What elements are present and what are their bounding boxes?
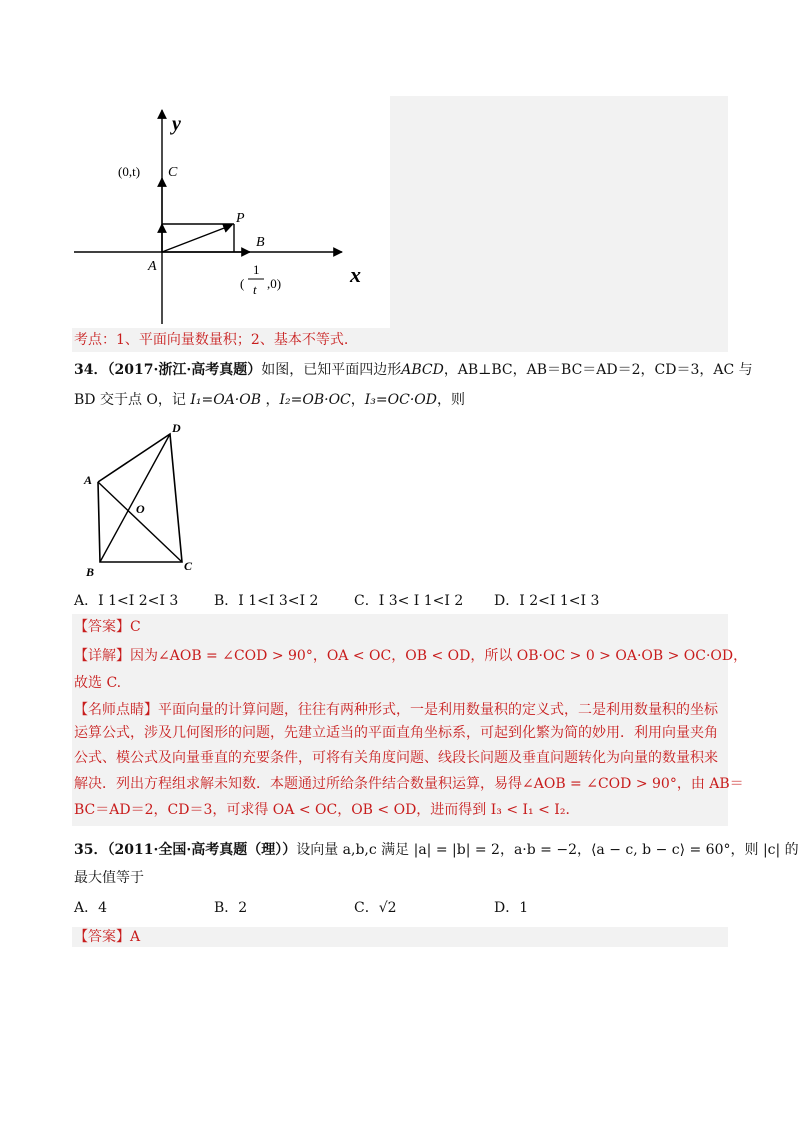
label-a: A (148, 259, 157, 274)
q34-tip-line-5: BC＝AD＝2，CD＝3，可求得 OA < OC，OB < OD，进而得到 I₃ < I₁ < I₂． (74, 802, 580, 818)
label-x: x (350, 262, 361, 287)
label-b: B (256, 235, 265, 250)
q35-option-d[interactable]: D．1 (494, 900, 529, 916)
q35-line-1 (74, 840, 799, 860)
q34-number: 34． (74, 362, 108, 378)
label-c: C (168, 165, 178, 180)
label-y: y (172, 113, 181, 135)
kaodian-line: 考点：1、平面向量数量积；2、基本不等式. (74, 332, 349, 348)
q34-line-1 (74, 360, 753, 380)
q34-source: （2017·浙江·高考真题） (107, 362, 262, 378)
q35-answer: 【答案】A (74, 929, 141, 945)
q34-detail-text: 因为∠AOB = ∠COD > 90°，OA < OC，OB < OD，所以 OB·OC > 0 > OA·OB > OC·OD， (130, 648, 748, 664)
q34-tip-line-4: 解决．列出方程组求解未知数．本题通过所给条件结合数量积运算，易得∠AOB = ∠COD > 90°，由 AB＝ (74, 776, 744, 792)
q34-tip-label: 【名师点睛】 (74, 702, 158, 718)
label-p: P (236, 211, 245, 226)
label-d: D (172, 421, 181, 435)
q35-line-2: 最大值等于 (74, 870, 144, 886)
q34-detail-end: 故选 C. (74, 675, 122, 691)
diagonal-bd (100, 434, 170, 562)
q34-detail (74, 646, 747, 666)
q35-options (74, 898, 634, 918)
q35-source: （2011·全国·高考真题（理）） (107, 842, 297, 858)
q34-abcd: ABCD (401, 362, 444, 378)
q35-option-a[interactable]: A．4 (74, 900, 108, 916)
q35-text: 设向量 a,b,c 满足 |a| = |b| = 2，a·b = −2，⟨a − c, b − c⟩ = 60°，则 |c| 的 (296, 842, 799, 858)
q34-option-b[interactable]: B．I 1<I 3<I 2 (214, 593, 319, 609)
q34-tip-text-1: 平面向量的计算问题，往往有两种形式，一是利用数量积的定义式，二是利用数量积的坐标 (158, 702, 718, 718)
diagonal-ac (98, 482, 182, 562)
q34-i3: I₃=OC·OD (364, 392, 437, 408)
q34-line2-a: BD 交于点 O，记 (74, 392, 191, 408)
q34-i1: I₁=OA·OB (190, 392, 262, 408)
q34-line-2: BD 交于点 O，记 I₁=OA·OB ，I₂=OB·OC，I₃=OC·OD，则 (74, 392, 465, 408)
q34-i2: I₂=OB·OC (279, 392, 351, 408)
q35-option-b[interactable]: B．2 (214, 900, 248, 916)
q34-option-c[interactable]: C．I 3< I 1<I 2 (354, 593, 464, 609)
label-o: O (136, 502, 145, 516)
label-b-coord-open: ( (240, 276, 245, 291)
q35-answer-panel (72, 927, 728, 947)
q34-tip-line-3: 公式、模公式及向量垂直的充要条件，可将有关角度问题、线段长问题及垂直问题转化为向量的数量积来 (74, 750, 718, 766)
q34-options (74, 591, 634, 611)
coordinate-figure (72, 96, 390, 328)
vector-ap (162, 225, 232, 252)
label-b-coord-num: 1 (253, 262, 260, 277)
q34-option-d[interactable]: D．I 2<I 1<I 3 (494, 593, 600, 609)
q34-text-2: ，AB⊥BC，AB＝BC＝AD＝2，CD＝3，AC 与 (443, 362, 753, 378)
label-b-coord-den: t (253, 282, 257, 297)
q34-tip-line-2: 运算公式，涉及几何图形的问题，先建立适当的平面直角坐标系，可起到化繁为简的妙用．利用向量夹角 (74, 725, 718, 741)
quadrilateral-figure (78, 418, 208, 580)
q34-line2-end: ，则 (436, 392, 465, 408)
q34-option-a[interactable]: A．I 1<I 2<I 3 (74, 593, 179, 609)
q34-answer: 【答案】C (74, 619, 141, 635)
label-a: A (84, 473, 93, 487)
label-b-coord-rest: ,0) (267, 276, 282, 291)
q34-detail-label: 【详解】 (74, 648, 130, 664)
q35-number: 35． (74, 842, 108, 858)
label-c: C (184, 559, 193, 573)
q34-text-1: 如图，已知平面四边形 (261, 362, 402, 378)
label-b: B (86, 565, 95, 579)
label-c-coord: (0,t) (118, 164, 141, 179)
q34-tip-line-1 (74, 700, 718, 720)
q35-option-c[interactable]: C．√2 (354, 900, 397, 916)
